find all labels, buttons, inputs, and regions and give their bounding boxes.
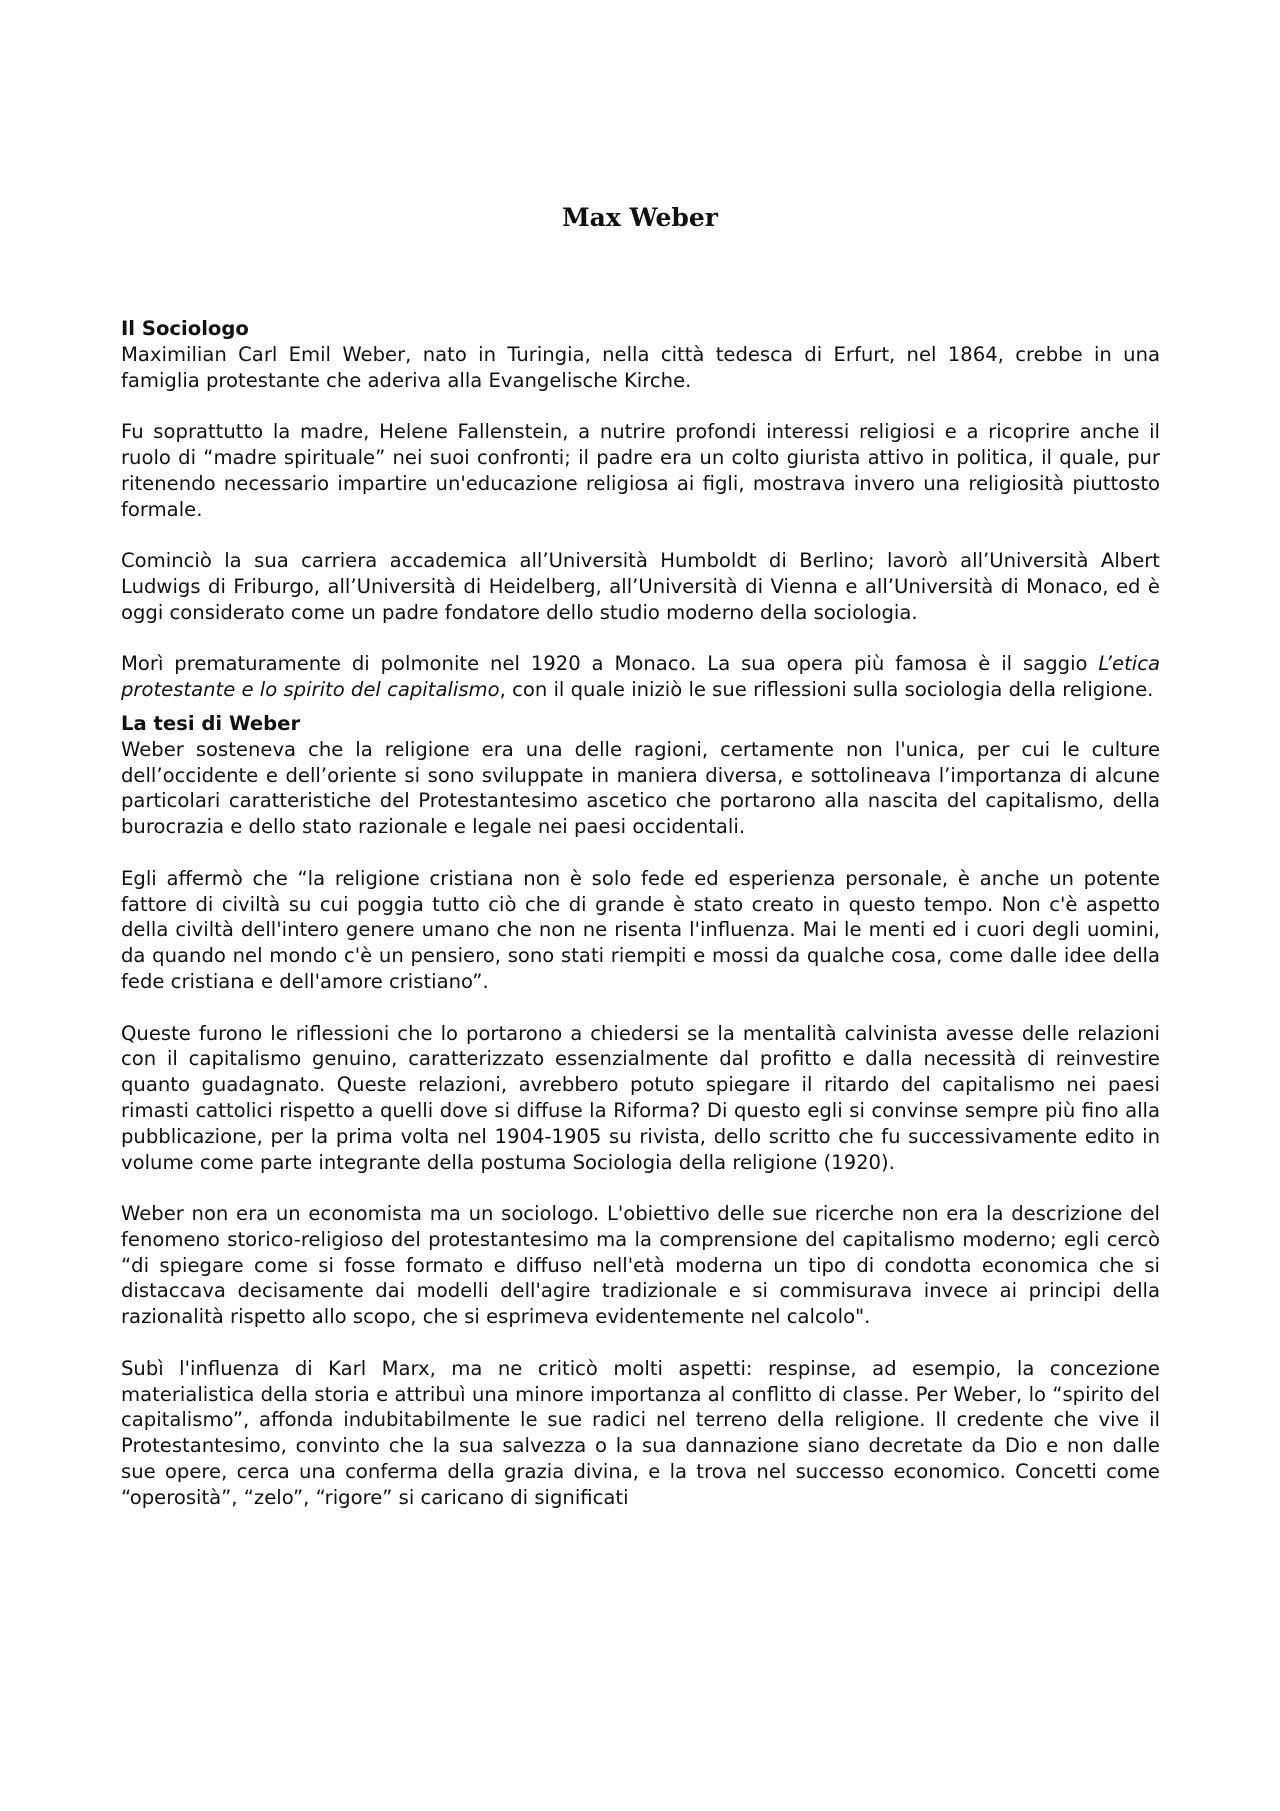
paragraph: Weber non era un economista ma un sociologo. L'obiettivo delle sue ricerche non era la descrizione del fenomeno storico-religioso del protestantesimo ma la comprensione del capitalismo moderno; egli cercò “di spiegare come si fosse formato e diffuso nell'età moderna un tipo di condotta economica che si distaccava decisamente dai modelli dell'agire tradizionale e si commisurava invece ai principi della razionalità rispetto allo scopo, che si esprimeva evidentemente nel calcolo".	[121, 1202, 1160, 1329]
paragraph-with-book-title	[121, 651, 1160, 703]
paragraph: Queste furono le riflessioni che lo portarono a chiedersi se la mentalità calvinista avesse delle relazioni con il capitalismo genuino, caratterizzato essenzialmente dal profitto e dalla necessità di reinvestire quanto guadagnato. Queste relazioni, avrebbero potuto spiegare il ritardo del capitalismo nei paesi rimasti cattolici rispetto a quelli dove si diffuse la Riforma? Di questo egli si convinse sempre più fino alla pubblicazione, per la prima volta nel 1904-1905 su rivista, dello scritto che fu successivamente edito in volume come parte integrante della postuma Sociologia della religione (1920).	[121, 1021, 1160, 1174]
paragraph: Egli affermò che “la religione cristiana non è solo fede ed esperienza personale, è anche un potente fattore di civiltà su cui poggia tutto ciò che di grande è stato creato in questo tempo. Non c'è aspetto della civiltà dell'intero genere umano che non ne risenta l'influenza. Mai le menti ed i cuori degli uomini, da quando nel mondo c'è un pensiero, sono stati riempiti e mossi da qualche cosa, come dalle idee della fede cristiana e dell'amore cristiano”.	[121, 866, 1160, 993]
section-heading: La tesi di Weber	[121, 711, 301, 735]
book-title: L’etica protestante e lo spirito del capitalismo	[121, 652, 1160, 702]
section-la-tesi-di-weber	[121, 711, 1160, 1511]
paragraph: Weber sosteneva che la religione era una delle ragioni, certamente non l'unica, per cui le culture dell’occidente e dell’oriente si sono sviluppate in maniera diversa, e sottolineava l’importanza di alcune particolari caratteristiche del Protestantesimo ascetico che portarono alla nascita del capitalismo, della burocrazia e dello stato razionale e legale nei paesi occidentali.	[121, 737, 1160, 839]
section-il-sociologo	[121, 316, 1160, 703]
text-run: Morì prematuramente di polmonite nel 1920 a Monaco. La sua opera più famosa è il saggio	[121, 652, 1099, 676]
section-heading: Il Sociologo	[121, 317, 249, 340]
document-title: Max Weber	[562, 203, 718, 232]
paragraph: Subì l'influenza di Karl Marx, ma ne criticò molti aspetti: respinse, ad esempio, la concezione materialistica della storia e attribuì una minore importanza al conflitto di classe. Per Weber, lo “spirito del capitalismo”, affonda indubitabilmente le sue radici nel terreno della religione. Il credente che vive il Protestantesimo, convinto che la sua salvezza o la sua dannazione siano decretate da Dio e non dalle sue opere, cerca una conferma della grazia divina, e la trova nel successo economico. Concetti come “operosità”, “zelo”, “rigore” si caricano di significati	[121, 1356, 1160, 1509]
paragraph: Cominciò la sua carriera accademica all’Università Humboldt di Berlino; lavorò all’Università Albert Ludwigs di Friburgo, all’Università di Heidelberg, all’Università di Vienna e all’Università di Monaco, ed è oggi considerato come un padre fondatore dello studio moderno della sociologia.	[121, 549, 1160, 624]
paragraph: Fu soprattutto la madre, Helene Fallenstein, a nutrire profondi interessi religiosi e a ricoprire anche il ruolo di “madre spirituale” nei suoi confronti; il padre era un colto giurista attivo in politica, il quale, pur ritenendo necessario impartire un'educazione religiosa ai figli, mostrava invero una religiosità piuttosto formale.	[121, 420, 1160, 521]
paragraph: Maximilian Carl Emil Weber, nato in Turingia, nella città tedesca di Erfurt, nel 1864, crebbe in una famiglia protestante che aderiva alla Evangelische Kirche.	[121, 342, 1160, 392]
document-body	[121, 316, 1160, 1511]
text-run: , con il quale iniziò le sue riflessioni sulla sociologia della religione.	[499, 678, 1154, 702]
